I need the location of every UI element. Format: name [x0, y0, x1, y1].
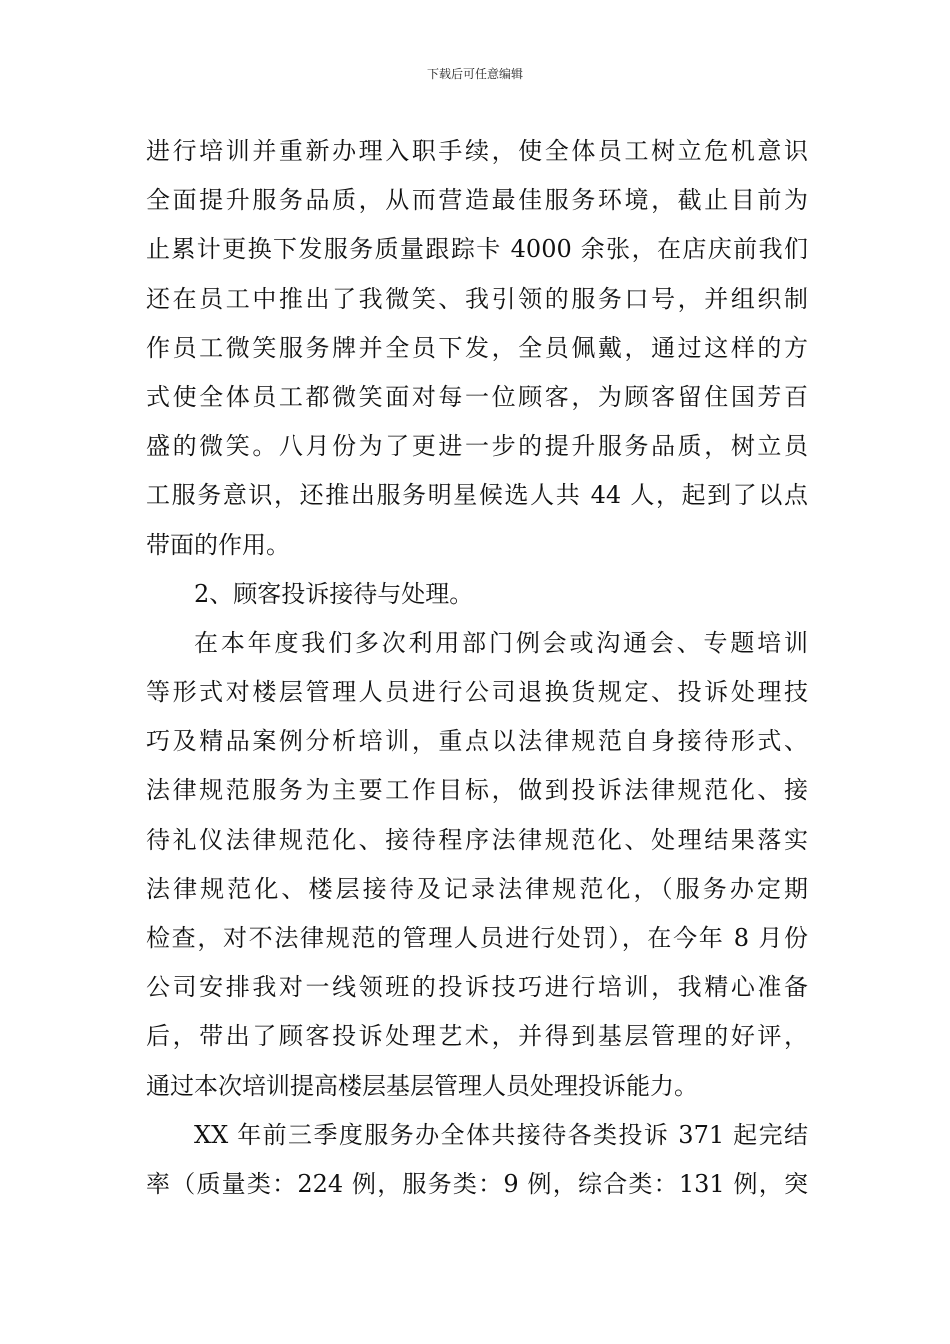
text-line: 止累计更换下发服务质量跟踪卡 4000 余张，在店庆前我们 [146, 235, 808, 264]
text-line: 进行培训并重新办理入职手续，使全体员工树立危机意识 [146, 137, 808, 165]
text-line: 2、顾客投诉接待与处理。 [194, 579, 474, 608]
text-line: 带面的作用。 [146, 530, 290, 559]
text-line: 公司安排我对一线领班的投诉技巧进行培训，我精心准备 [146, 973, 808, 1002]
text-line: 率（质量类：224 例，服务类：9 例，综合类：131 例，突 [146, 1169, 808, 1198]
text-line: 等形式对楼层管理人员进行公司退换货规定、投诉处理技 [146, 678, 808, 707]
text-line: XX 年前三季度服务办全体共接待各类投诉 371 起完结 [194, 1120, 808, 1149]
text-line: 在本年度我们多次利用部门例会或沟通会、专题培训 [194, 628, 808, 657]
text-line: 检查，对不法律规范的管理人员进行处罚），在今年 8 月份 [146, 924, 808, 952]
text-line: 还在员工中推出了我微笑、我引领的服务口号，并组织制 [146, 284, 808, 313]
text-line: 通过本次培训提高楼层基层管理人员处理投诉能力。 [146, 1071, 698, 1100]
body-text [146, 127, 808, 1209]
text-line: 盛的微笑。八月份为了更进一步的提升服务品质，树立员 [146, 432, 808, 461]
text-line: 式使全体员工都微笑面对每一位顾客，为顾客留住国芳百 [146, 382, 808, 411]
text-line: 后，带出了顾客投诉处理艺术，并得到基层管理的好评， [146, 1022, 808, 1051]
text-line: 法律规范化、楼层接待及记录法律规范化，（服务办定期 [146, 874, 808, 903]
text-line: 待礼仪法律规范化、接待程序法律规范化、处理结果落实 [146, 825, 808, 854]
text-line: 全面提升服务品质，从而营造最佳服务环境，截止目前为 [146, 186, 808, 215]
text-line: 作员工微笑服务牌并全员下发，全员佩戴，通过这样的方 [146, 333, 808, 362]
page-header: 下载后可任意编辑 [426, 67, 523, 81]
text-line: 巧及精品案例分析培训，重点以法律规范自身接待形式、 [146, 727, 808, 756]
text-line: 工服务意识，还推出服务明星候选人共 44 人，起到了以点 [146, 481, 808, 510]
text-line: 法律规范服务为主要工作目标，做到投诉法律规范化、接 [146, 776, 808, 805]
